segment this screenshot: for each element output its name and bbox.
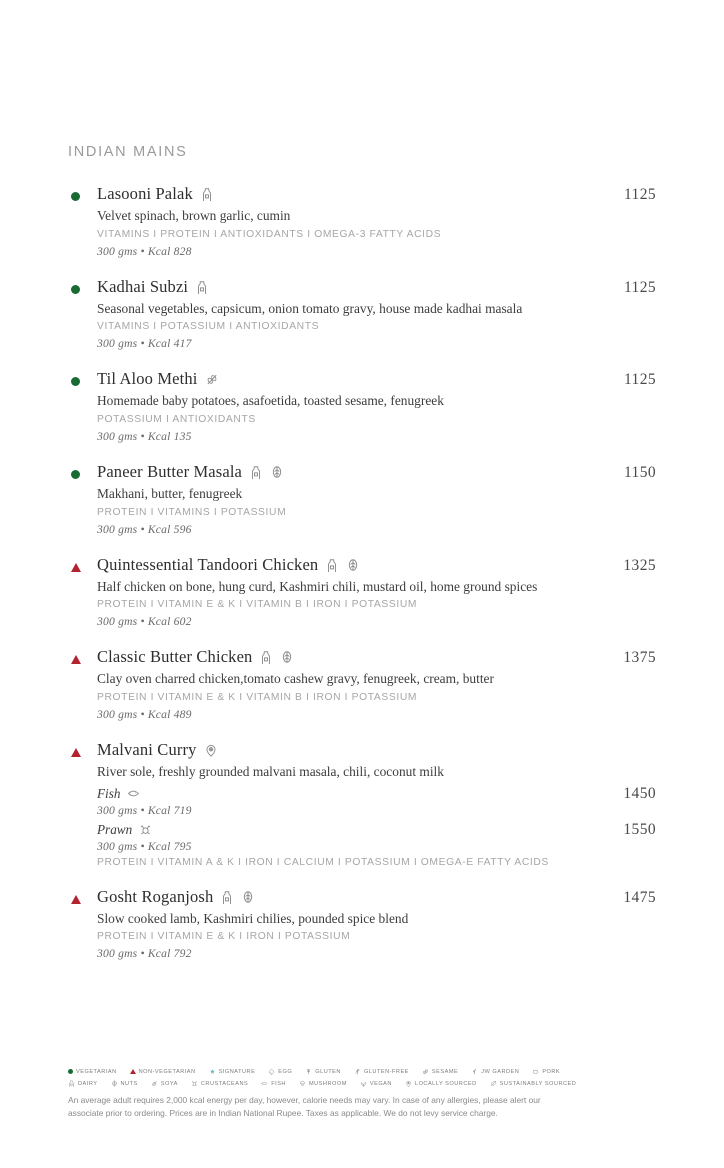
- item-header: [97, 740, 656, 760]
- item-name-group: [97, 184, 214, 204]
- legend-label: SESAME: [432, 1069, 458, 1075]
- variant-name-group: [97, 822, 152, 838]
- menu-item[interactable]: [68, 462, 656, 536]
- item-description: Seasonal vegetables, capsicum, onion tomato gravy, house made kadhai masala: [97, 300, 656, 318]
- vegetarian-marker-icon: [71, 192, 80, 201]
- item-description: Velvet spinach, brown garlic, cumin: [97, 207, 656, 225]
- item-description: River sole, freshly grounded malvani masala, chili, coconut milk: [97, 763, 656, 781]
- legend-label: NON-VEGETARIAN: [139, 1069, 196, 1075]
- item-nutrients: POTASSIUM I ANTIOXIDANTS: [97, 414, 656, 425]
- legend-item: [354, 1068, 409, 1075]
- dairy-icon: [200, 187, 214, 201]
- legend-item: [209, 1068, 256, 1075]
- variant-name-group: [97, 786, 140, 802]
- item-header: [97, 277, 656, 297]
- item-variant[interactable]: [97, 785, 656, 803]
- non-vegetarian-marker-icon: [71, 895, 81, 904]
- item-nutrients: PROTEIN I VITAMIN E & K I IRON I POTASSIUM: [97, 931, 656, 942]
- fish-icon: [261, 1080, 268, 1087]
- vegetarian-marker-icon: [71, 377, 80, 386]
- item-name: Lasooni Palak: [97, 184, 193, 204]
- legend-label: GLUTEN: [315, 1069, 341, 1075]
- item-header: [97, 184, 656, 204]
- gluten-icon: [305, 1068, 312, 1075]
- menu-item[interactable]: [68, 647, 656, 721]
- item-name-group: [97, 647, 294, 667]
- item-description: Slow cooked lamb, Kashmiri chilies, pounded spice blend: [97, 910, 656, 928]
- item-name: Gosht Roganjosh: [97, 887, 213, 907]
- item-portion: 300 gms • Kcal 596: [97, 523, 656, 536]
- menu-page: [0, 144, 724, 1168]
- item-header: [97, 647, 656, 667]
- vegan-icon: [360, 1080, 367, 1087]
- menu-item[interactable]: [68, 277, 656, 351]
- nuts-icon: [280, 650, 294, 664]
- menu-item-list: [68, 184, 656, 960]
- legend-row-2: [68, 1080, 666, 1087]
- legend-item: [471, 1068, 519, 1075]
- item-name: Malvani Curry: [97, 740, 197, 760]
- non-vegetarian-marker-icon: [71, 563, 81, 572]
- pork-icon: [532, 1068, 539, 1075]
- vegetarian-marker-icon: [71, 285, 80, 294]
- item-portion: 300 gms • Kcal 135: [97, 430, 656, 443]
- item-name-group: [97, 555, 360, 575]
- legend-item: [532, 1068, 560, 1075]
- nuts-icon: [270, 465, 284, 479]
- item-description: Half chicken on bone, hung curd, Kashmiri chili, mustard oil, home ground spices: [97, 578, 656, 596]
- item-price: 1125: [624, 279, 656, 297]
- non-vegetarian-marker-icon: [71, 655, 81, 664]
- legend-label: EGG: [278, 1069, 292, 1075]
- menu-item[interactable]: [68, 369, 656, 443]
- menu-item[interactable]: [68, 555, 656, 629]
- item-name-group: [97, 887, 255, 907]
- legend-item: [268, 1068, 292, 1075]
- legend-label: NUTS: [121, 1081, 138, 1087]
- legend-label: DAIRY: [78, 1081, 98, 1087]
- legend-label: SIGNATURE: [219, 1069, 256, 1075]
- legend-item: [111, 1080, 138, 1087]
- legend-item: [360, 1080, 392, 1087]
- legend-label: PORK: [542, 1069, 560, 1075]
- locally-sourced-icon: [204, 743, 218, 757]
- legend-item: [191, 1080, 248, 1087]
- fish-icon: [127, 787, 140, 800]
- vegetarian-marker-icon: [71, 470, 80, 479]
- legend-item: [405, 1080, 477, 1087]
- item-nutrients: PROTEIN I VITAMIN A & K I IRON I CALCIUM I POTASSIUM I OMEGA-E FATTY ACIDS: [97, 857, 656, 868]
- legend-label: CRUSTACEANS: [201, 1081, 248, 1087]
- item-name: Quintessential Tandoori Chicken: [97, 555, 318, 575]
- item-price: 1375: [623, 649, 656, 667]
- legend-label: VEGETARIAN: [76, 1069, 117, 1075]
- item-portion: 300 gms • Kcal 792: [97, 947, 656, 960]
- legend-label: SOYA: [161, 1081, 178, 1087]
- legend-label: SUSTAINABLY SOURCED: [500, 1081, 577, 1087]
- item-nutrients: PROTEIN I VITAMIN E & K I VITAMIN B I IRON I POTASSIUM: [97, 692, 656, 703]
- item-nutrients: VITAMINS I POTASSIUM I ANTIOXIDANTS: [97, 321, 656, 332]
- dairy-icon: [195, 280, 209, 294]
- soya-icon: [151, 1080, 158, 1087]
- page-title: INDIAN MAINS: [68, 144, 656, 160]
- item-name-group: [97, 277, 209, 297]
- variant-price: 1550: [623, 821, 656, 839]
- item-portion: 300 gms • Kcal 602: [97, 615, 656, 628]
- legend-item: [68, 1080, 98, 1087]
- legend-item: [490, 1080, 577, 1087]
- gluten-free-icon: [354, 1068, 361, 1075]
- legend-item: [130, 1069, 196, 1075]
- non-vegetarian-marker-icon: [71, 748, 81, 757]
- item-price: 1125: [624, 186, 656, 204]
- legend-item: [151, 1080, 178, 1087]
- veg-dot-icon: [68, 1069, 73, 1074]
- variant-price: 1450: [623, 785, 656, 803]
- signature-star-icon: [209, 1068, 216, 1075]
- legend-label: JW GARDEN: [481, 1069, 519, 1075]
- item-description: Clay oven charred chicken,tomato cashew gravy, fenugreek, cream, butter: [97, 670, 656, 688]
- item-price: 1475: [623, 889, 656, 907]
- legend-item: [68, 1069, 117, 1075]
- legend-item: [261, 1080, 286, 1087]
- item-price: 1325: [623, 557, 656, 575]
- variant-name: Fish: [97, 786, 120, 802]
- nuts-icon: [111, 1080, 118, 1087]
- dairy-icon: [325, 558, 339, 572]
- dairy-icon: [68, 1080, 75, 1087]
- item-nutrients: PROTEIN I VITAMINS I POTASSIUM: [97, 507, 656, 518]
- legend-item: [305, 1068, 341, 1075]
- disclaimer-text: An average adult requires 2,000 kcal energy per day, however, calorie needs may vary. In case of any allergies, please alert our associate prior to ordering. Prices are in Indian National Rupee. Taxes as applicable. We do not levy service charge.: [68, 1094, 546, 1120]
- egg-icon: [268, 1068, 275, 1075]
- sesame-icon: [422, 1068, 429, 1075]
- item-name: Classic Butter Chicken: [97, 647, 252, 667]
- crustacean-icon: [139, 823, 152, 836]
- item-name-group: [97, 740, 218, 760]
- footer: [68, 1068, 666, 1120]
- legend-label: VEGAN: [370, 1081, 392, 1087]
- legend-row-1: [68, 1068, 666, 1075]
- menu-item[interactable]: [68, 740, 656, 867]
- legend-item: [299, 1080, 347, 1087]
- menu-item[interactable]: [68, 184, 656, 258]
- sesame-icon: [205, 372, 219, 386]
- item-portion: 300 gms • Kcal 489: [97, 708, 656, 721]
- item-description: Makhani, butter, fenugreek: [97, 485, 656, 503]
- item-portion: 300 gms • Kcal 828: [97, 245, 656, 258]
- item-name: Til Aloo Methi: [97, 369, 198, 389]
- dairy-icon: [220, 890, 234, 904]
- variant-portion: 300 gms • Kcal 795: [97, 840, 656, 853]
- item-header: [97, 887, 656, 907]
- menu-item[interactable]: [68, 887, 656, 961]
- legend-label: FISH: [271, 1081, 286, 1087]
- item-nutrients: VITAMINS I PROTEIN I ANTIOXIDANTS I OMEGA-3 FATTY ACIDS: [97, 229, 656, 240]
- locally-sourced-icon: [405, 1080, 412, 1087]
- item-header: [97, 369, 656, 389]
- nonveg-triangle-icon: [130, 1069, 136, 1074]
- item-portion: 300 gms • Kcal 417: [97, 337, 656, 350]
- item-price: 1150: [624, 464, 656, 482]
- item-header: [97, 555, 656, 575]
- legend-label: GLUTEN-FREE: [364, 1069, 409, 1075]
- legend-label: LOCALLY SOURCED: [415, 1081, 477, 1087]
- variant-name: Prawn: [97, 822, 132, 838]
- item-variant[interactable]: [97, 821, 656, 839]
- jw-garden-icon: [471, 1068, 478, 1075]
- item-name-group: [97, 462, 284, 482]
- item-name: Kadhai Subzi: [97, 277, 188, 297]
- dairy-icon: [249, 465, 263, 479]
- legend-label: MUSHROOM: [309, 1081, 347, 1087]
- variant-portion: 300 gms • Kcal 719: [97, 804, 656, 817]
- item-price: 1125: [624, 371, 656, 389]
- item-name: Paneer Butter Masala: [97, 462, 242, 482]
- sustainably-sourced-icon: [490, 1080, 497, 1087]
- mushroom-icon: [299, 1080, 306, 1087]
- legend-item: [422, 1068, 458, 1075]
- item-description: Homemade baby potatoes, asafoetida, toasted sesame, fenugreek: [97, 392, 656, 410]
- dairy-icon: [259, 650, 273, 664]
- nuts-icon: [241, 890, 255, 904]
- item-header: [97, 462, 656, 482]
- item-name-group: [97, 369, 219, 389]
- item-nutrients: PROTEIN I VITAMIN E & K I VITAMIN B I IRON I POTASSIUM: [97, 599, 656, 610]
- nuts-icon: [346, 558, 360, 572]
- crustacean-icon: [191, 1080, 198, 1087]
